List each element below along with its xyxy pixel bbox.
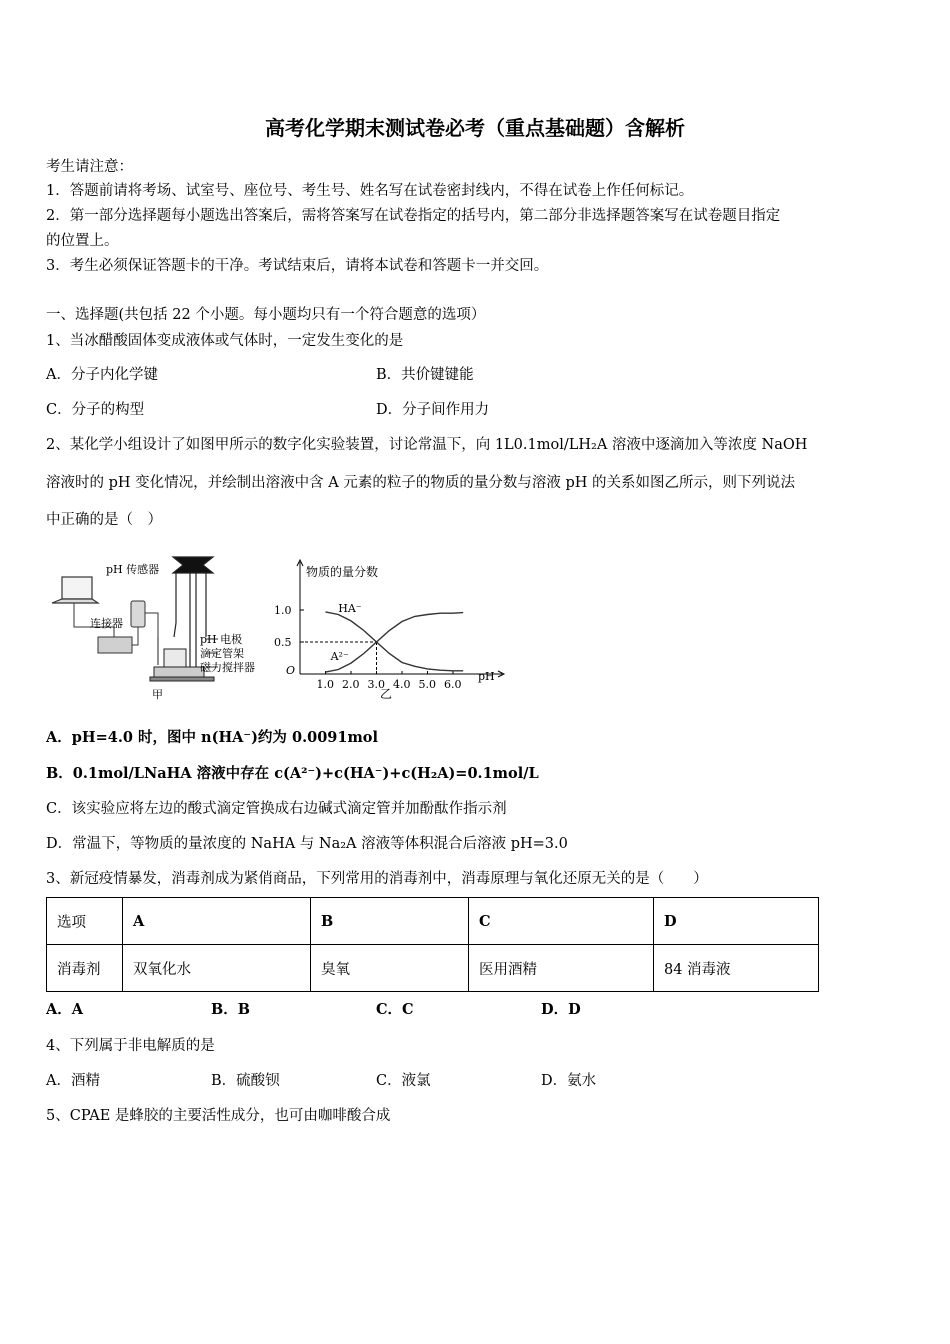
table-cell: 双氧化水 xyxy=(123,945,311,992)
q3-option-b: B．B xyxy=(211,1001,251,1018)
x-tick-label: 6.0 xyxy=(444,678,462,691)
x-tick-label: 3.0 xyxy=(367,678,385,691)
q2-option-a: A．pH=4.0 时，图中 n(HA⁻)约为 0.0091mol xyxy=(46,729,378,746)
x-tick-label: 2.0 xyxy=(342,678,360,691)
distribution-chart xyxy=(270,556,510,702)
cable xyxy=(145,613,158,637)
q3-table xyxy=(46,897,819,992)
page-title: 高考化学期末测试卷必考（重点基础题）含解析 xyxy=(265,116,685,140)
label-ph-electrode: pH 电极 xyxy=(200,633,243,646)
y-tick-label: 0.5 xyxy=(274,636,292,649)
series-label-a2: A²⁻ xyxy=(330,649,349,663)
q1-stem: 1、当冰醋酸固体变成液体或气体时，一定发生变化的是 xyxy=(46,333,404,349)
q4-option-d: D．氨水 xyxy=(541,1073,597,1089)
q5-stem: 5、CPAE 是蜂胶的主要活性成分，也可由咖啡酸合成 xyxy=(46,1108,391,1124)
q3-option-d: D．D xyxy=(541,1001,581,1018)
q2-option-c: C．该实验应将左边的酸式滴定管换成右边碱式滴定管并加酚酞作指示剂 xyxy=(46,801,507,817)
q2-stem-line2: 溶液时的 pH 变化情况，并绘制出溶液中含 A 元素的粒子的物质的量分数与溶液 pH 的关系如图乙所示，则下列说法 xyxy=(46,475,795,491)
section-heading: 一、选择题(共包括 22 个小题。每小题均只有一个符合题意的选项） xyxy=(46,307,486,323)
notice-heading: 考生请注意： xyxy=(46,159,133,175)
notice-line-3: 3．考生必须保证答题卡的干净。考试结束后，请将本试卷和答题卡一并交回。 xyxy=(46,258,549,274)
table-row xyxy=(47,945,819,992)
q4-option-c: C．液氯 xyxy=(376,1073,431,1089)
q1-option-a: A．分子内化学键 xyxy=(46,367,158,383)
laptop-icon xyxy=(52,577,98,603)
x-axis-label: pH xyxy=(478,670,495,683)
q3-stem: 3、新冠疫情暴发，消毒剂成为紧俏商品，下列常用的消毒剂中，消毒原理与氧化还原无关的是（ ） xyxy=(46,871,708,887)
q2-stem-line3: 中正确的是（ ） xyxy=(46,512,162,528)
q2-stem-line1: 2、某化学小组设计了如图甲所示的数字化实验装置，讨论常温下，向 1L0.1mol/LH₂A 溶液中逐滴加入等浓度 NaOH xyxy=(46,437,808,453)
y-tick-label: 1.0 xyxy=(274,604,292,617)
notice-line-1: 1．答题前请将考场、试室号、座位号、考生号、姓名写在试卷密封线内，不得在试卷上作任何标记。 xyxy=(46,183,694,199)
label-jia: 甲 xyxy=(152,688,163,701)
y-axis-label: 物质的量分数 xyxy=(306,565,379,579)
table-cell: A xyxy=(123,898,311,945)
connector-icon xyxy=(98,637,132,653)
table-cell: B xyxy=(311,898,469,945)
q4-option-a: A．酒精 xyxy=(46,1073,100,1089)
table-cell: C xyxy=(469,898,654,945)
q1-option-d: D．分子间作用力 xyxy=(376,402,490,418)
cable xyxy=(132,627,138,645)
q3-option-c: C．C xyxy=(376,1001,414,1018)
q1-option-c: C．分子的构型 xyxy=(46,402,145,418)
notice-line-2: 2．第一部分选择题每小题选出答案后，需将答案写在试卷指定的括号内，第二部分非选择题答案写在试卷题目指定 xyxy=(46,208,781,224)
x-tick-label: 5.0 xyxy=(418,678,436,691)
q2-option-b: B．0.1mol/LNaHA 溶液中存在 c(A²⁻)+c(HA⁻)+c(H₂A)=0.1mol/L xyxy=(46,765,539,782)
q4-option-b: B．硫酸钡 xyxy=(211,1073,280,1089)
label-ph-sensor: pH 传感器 xyxy=(106,563,160,576)
label-burette-stand: 滴定管架 xyxy=(200,647,244,660)
x-tick-label: 1.0 xyxy=(316,678,334,691)
q4-stem: 4、下列属于非电解质的是 xyxy=(46,1038,215,1054)
origin-label: O xyxy=(286,664,296,677)
table-cell: 臭氧 xyxy=(311,945,469,992)
notice-line-2b: 的位置上。 xyxy=(46,233,119,249)
q1-option-b: B．共价键键能 xyxy=(376,367,474,383)
label-connector: 连接器 xyxy=(90,617,123,630)
table-cell: 选项 xyxy=(47,898,123,945)
x-tick-label: 4.0 xyxy=(393,678,411,691)
apparatus-figure xyxy=(46,553,276,701)
ph-sensor-icon xyxy=(131,601,145,627)
table-cell: D xyxy=(654,898,819,945)
table-cell: 医用酒精 xyxy=(469,945,654,992)
label-stirrer: 磁力搅拌器 xyxy=(200,661,255,674)
chart-caption: 乙 xyxy=(380,687,393,701)
table-cell: 84 消毒液 xyxy=(654,945,819,992)
q2-option-d: D．常温下，等物质的量浓度的 NaHA 与 Na₂A 溶液等体积混合后溶液 pH=3.0 xyxy=(46,836,568,852)
table-row xyxy=(47,898,819,945)
q3-option-a: A．A xyxy=(46,1001,84,1018)
table-cell: 消毒剂 xyxy=(47,945,123,992)
series-label-ha: HA⁻ xyxy=(338,602,362,615)
